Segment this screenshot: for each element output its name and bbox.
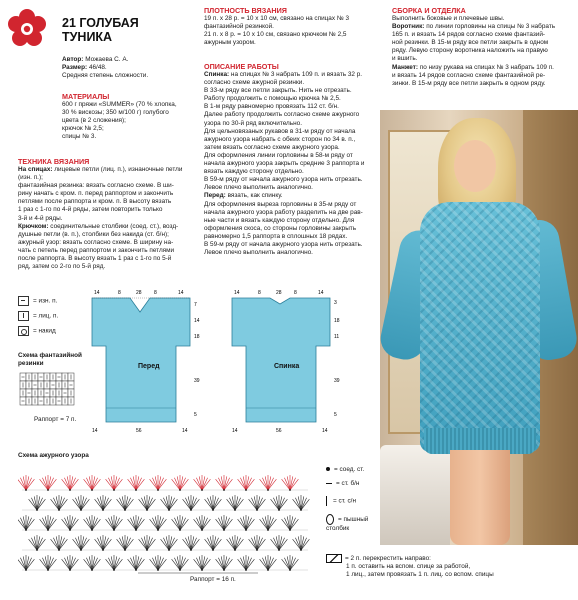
assembly-line: ной резинки. В 15-м ряду все петли закрыть в одном	[392, 39, 549, 47]
assembly-line: 165 п. и вязать 14 рядов согласно схеме фантазий-	[392, 31, 546, 39]
cross-legend-1: = 2 п. перекрестить направо:	[345, 555, 431, 563]
technique-heading: ТЕХНИКА ВЯЗАНИЯ	[18, 157, 90, 166]
work-line: Для цельновязаных рукавов в 31-м ряду от начала	[204, 127, 356, 135]
back-top-num: 28	[276, 290, 282, 296]
technique-line: Крючком: соединительные столбики (соед. ст.), возд-	[18, 222, 179, 230]
title-line-1: 21 ГОЛУБАЯ	[62, 16, 139, 30]
cable-legend	[326, 554, 576, 579]
front-side-num: 7	[194, 302, 197, 308]
front-top-num: 8	[154, 290, 157, 296]
technique-line: после раппорта. В высоту вязать 1 раз с 1-го по 5-й	[18, 255, 172, 263]
back-bottom-num: 14	[232, 428, 238, 434]
rib-legend	[18, 296, 58, 336]
puff-symbol-icon	[326, 514, 334, 525]
size-label: Размер:	[62, 64, 88, 72]
legend-sl-st: = соед. ст.	[334, 466, 365, 473]
back-side-num: 18	[334, 318, 340, 324]
back-label: Спинка	[274, 363, 300, 370]
back-top-num: 8	[294, 290, 297, 296]
front-top-num: 14	[178, 290, 184, 296]
legend-knit: = лиц. п.	[33, 312, 59, 320]
assembly-block	[392, 6, 572, 88]
back-top-num: 8	[258, 290, 261, 296]
technique-line: петлями после раппорта и кром. п. В высоту вязать	[18, 198, 172, 206]
density-line: 21 п. x 8 р. = 10 x 10 см, связано крючком № 2,5	[204, 31, 347, 39]
technique-line: рину начать с кром. п. перед раппортом и закончить	[18, 190, 174, 198]
assembly-line: Манжет: по низу рукава на спицах № 3 набрать 109 п.	[392, 63, 554, 71]
assembly-line: Воротник: по линии горловины на спицы № 3 набрать	[392, 23, 556, 31]
front-pattern	[78, 286, 206, 454]
rib-scheme-title-2: резинки	[18, 360, 44, 368]
technique-line: фантазийная резинка: вязать согласно схеме. В ши-	[18, 182, 174, 190]
rib-grid	[18, 371, 76, 407]
lace-scheme-title: Схема ажурного узора	[18, 452, 89, 459]
pattern-title	[62, 16, 139, 44]
work-heading: ОПИСАНИЕ РАБОТЫ	[204, 62, 279, 71]
work-line: В 33-м ряду все петли закрыть. Нить не отрезать.	[204, 87, 352, 95]
front-side-num: 18	[194, 334, 200, 340]
technique-line: чать с петель перед раппортом и закончить петлями	[18, 246, 175, 254]
work-block	[204, 62, 376, 257]
technique-line: душные петли (в. п.), столбики без накида (ст. б/н);	[18, 230, 169, 238]
lace-scheme-grid	[18, 462, 318, 574]
cross-symbol-icon	[326, 554, 342, 563]
back-bottom-num: 56	[276, 428, 282, 434]
work-line: Спинка: на спицах № 3 набрать 109 п. и вязать 32 р.	[204, 71, 363, 78]
size-value: 46/48.	[88, 64, 107, 72]
rib-scheme	[18, 352, 82, 424]
back-side-num: 5	[334, 412, 337, 418]
sc-symbol-icon	[326, 483, 332, 484]
work-line: Далее работу продолжить согласно схеме ажурного	[204, 111, 360, 119]
assembly-line: и вшить.	[392, 55, 418, 63]
lace-rapport: Раппорт = 16 п.	[190, 576, 236, 583]
work-line: узора по 30-й ряд включительно.	[204, 119, 302, 127]
front-top-num: 8	[118, 290, 121, 296]
back-top-num: 14	[234, 290, 240, 296]
materials-line: спицы № 3.	[62, 133, 97, 141]
materials-line: 600 г пряжи «SUMMER» (70 % хлопка,	[62, 101, 177, 108]
assembly-line: ряду. Левую сторону воротника наложить на правую	[392, 47, 548, 55]
work-line: В 59-м ряду от начала ажурного узора нить отрезать.	[204, 176, 363, 184]
work-text	[204, 71, 376, 257]
work-line: оформления скоса, со стороны горловины закрыть	[204, 224, 357, 232]
rib-rapport: Раппорт = 7 п.	[34, 416, 77, 424]
legend-purl: = изн. п.	[33, 297, 58, 305]
work-line: Для оформления линии горловины в 58-м ряду от	[204, 151, 353, 159]
work-line: согласно схеме ажурной резинки.	[204, 79, 305, 87]
cross-legend-3: 1 лиц., затем провязать 1 п. лиц. со вспом. спицы	[346, 571, 494, 579]
density-text	[204, 15, 374, 47]
work-line: затем вязать согласно схеме ажурного узора.	[204, 143, 340, 151]
work-line: В 1-м ряду равномерно провязать 112 ст. б/н.	[204, 103, 339, 111]
density-line: ажурным узором.	[204, 39, 256, 47]
model-photo	[380, 110, 578, 545]
technique-line: ажурный узор: вязать согласно схеме. В ширину на-	[18, 238, 174, 246]
materials-line: крючок № 2,5;	[62, 125, 104, 133]
density-line: фантазийной резинкой.	[204, 23, 274, 31]
density-line: 19 п. x 28 р. = 10 x 10 см, связано на спицах № 3	[204, 15, 350, 22]
back-side-num: 11	[334, 334, 340, 340]
legend-yo: = накид	[33, 327, 56, 335]
work-line: Перед: вязать, как спинку.	[204, 192, 283, 200]
technique-line: ряд, затем со 2-го по 5-й ряд.	[18, 263, 106, 271]
legend-sc: = ст. б/н	[336, 480, 360, 488]
sl-st-symbol-icon	[326, 467, 330, 471]
front-top-num: 28	[136, 290, 142, 296]
author-label: Автор:	[62, 56, 84, 63]
front-bottom-num: 14	[92, 428, 98, 434]
cross-legend-2: 1 п. оставить на вспом. спице за работой,	[346, 563, 471, 571]
author-value: Можаева С. А.	[85, 56, 129, 63]
front-label: Перед	[138, 363, 160, 370]
back-bottom-num: 14	[322, 428, 328, 434]
yarn-over-symbol-icon	[18, 326, 29, 336]
assembly-text	[392, 15, 572, 88]
materials-line: 30 % вискозы; 350 м/100 г) голубого	[62, 109, 169, 117]
rib-scheme-title: Схема фантазийной	[18, 352, 82, 359]
technique-text	[18, 166, 203, 271]
legend-puff: = пышный столбик	[326, 516, 369, 533]
work-line: ные части и вязать каждую сторону отдельно. Для	[204, 216, 355, 224]
author-block	[62, 56, 202, 80]
density-block	[204, 6, 374, 47]
title-line-2: ТУНИКА	[62, 30, 113, 44]
purl-symbol-icon	[18, 296, 29, 306]
work-line: Работу продолжить с помощью крючка № 2,5.	[204, 95, 341, 103]
work-line: В 59-м ряду от начала ажурного узора нить отрезать.	[204, 240, 363, 248]
knit-symbol-icon	[18, 311, 29, 321]
front-side-num: 5	[194, 412, 197, 418]
work-line: Левое плечо выполнить аналогично.	[204, 184, 313, 192]
front-side-num: 39	[194, 378, 200, 384]
back-side-num: 39	[334, 378, 340, 384]
front-top-num: 14	[94, 290, 100, 296]
flower-logo-icon	[6, 8, 48, 50]
front-bottom-num: 14	[182, 428, 188, 434]
work-line: равномерно 1,5 раппорта в сплошных 18 рядах.	[204, 232, 348, 240]
technique-line: 1 раз с 1-го по 4-й ряды, затем повторить только	[18, 206, 163, 214]
assembly-heading: СБОРКА И ОТДЕЛКА	[392, 6, 466, 15]
density-heading: ПЛОТНОСТЬ ВЯЗАНИЯ	[204, 6, 287, 15]
legend-dc: = ст. с/н	[333, 497, 356, 505]
technique-line: На спицах: лицевые петли (лиц. п.), изнаночные петли	[18, 166, 183, 173]
assembly-line: и вязать 14 рядов согласно схеме фантазийной ре-	[392, 71, 546, 79]
back-top-num: 14	[318, 290, 324, 296]
back-side-num: 3	[334, 300, 337, 306]
work-line: вязать каждую сторону отдельно.	[204, 168, 304, 176]
assembly-line: зинки. В 15-м ряду все петли закрыть в одном ряду.	[392, 79, 546, 87]
dc-symbol-icon	[326, 496, 327, 506]
technique-line: (изн. п.);	[18, 174, 43, 182]
back-pattern	[218, 286, 358, 454]
materials-heading: МАТЕРИАЛЫ	[62, 92, 110, 101]
difficulty: Средняя степень сложности.	[62, 72, 149, 80]
work-line: ажурного узора набрать с обеих сторон по 34 в. п.,	[204, 135, 356, 143]
materials-block	[62, 92, 202, 141]
assembly-line: Выполнить боковые и плечевые швы.	[392, 15, 505, 22]
work-line: начала ажурного узора закрыть средние 3 раппорта и	[204, 160, 365, 168]
front-side-num: 14	[194, 318, 200, 324]
work-line: Левое плечо выполнить аналогично.	[204, 249, 313, 257]
technique-block	[18, 157, 203, 271]
work-line: начала ажурного узора работу разделить на две рав-	[204, 208, 363, 216]
work-line: Для оформления выреза горловины в 35-м ряду от	[204, 200, 357, 208]
technique-line: 3-й и 4-й ряды.	[18, 214, 63, 222]
front-bottom-num: 56	[136, 428, 142, 434]
lace-legend	[326, 466, 386, 533]
materials-line: цвета (в 2 сложения);	[62, 117, 126, 125]
